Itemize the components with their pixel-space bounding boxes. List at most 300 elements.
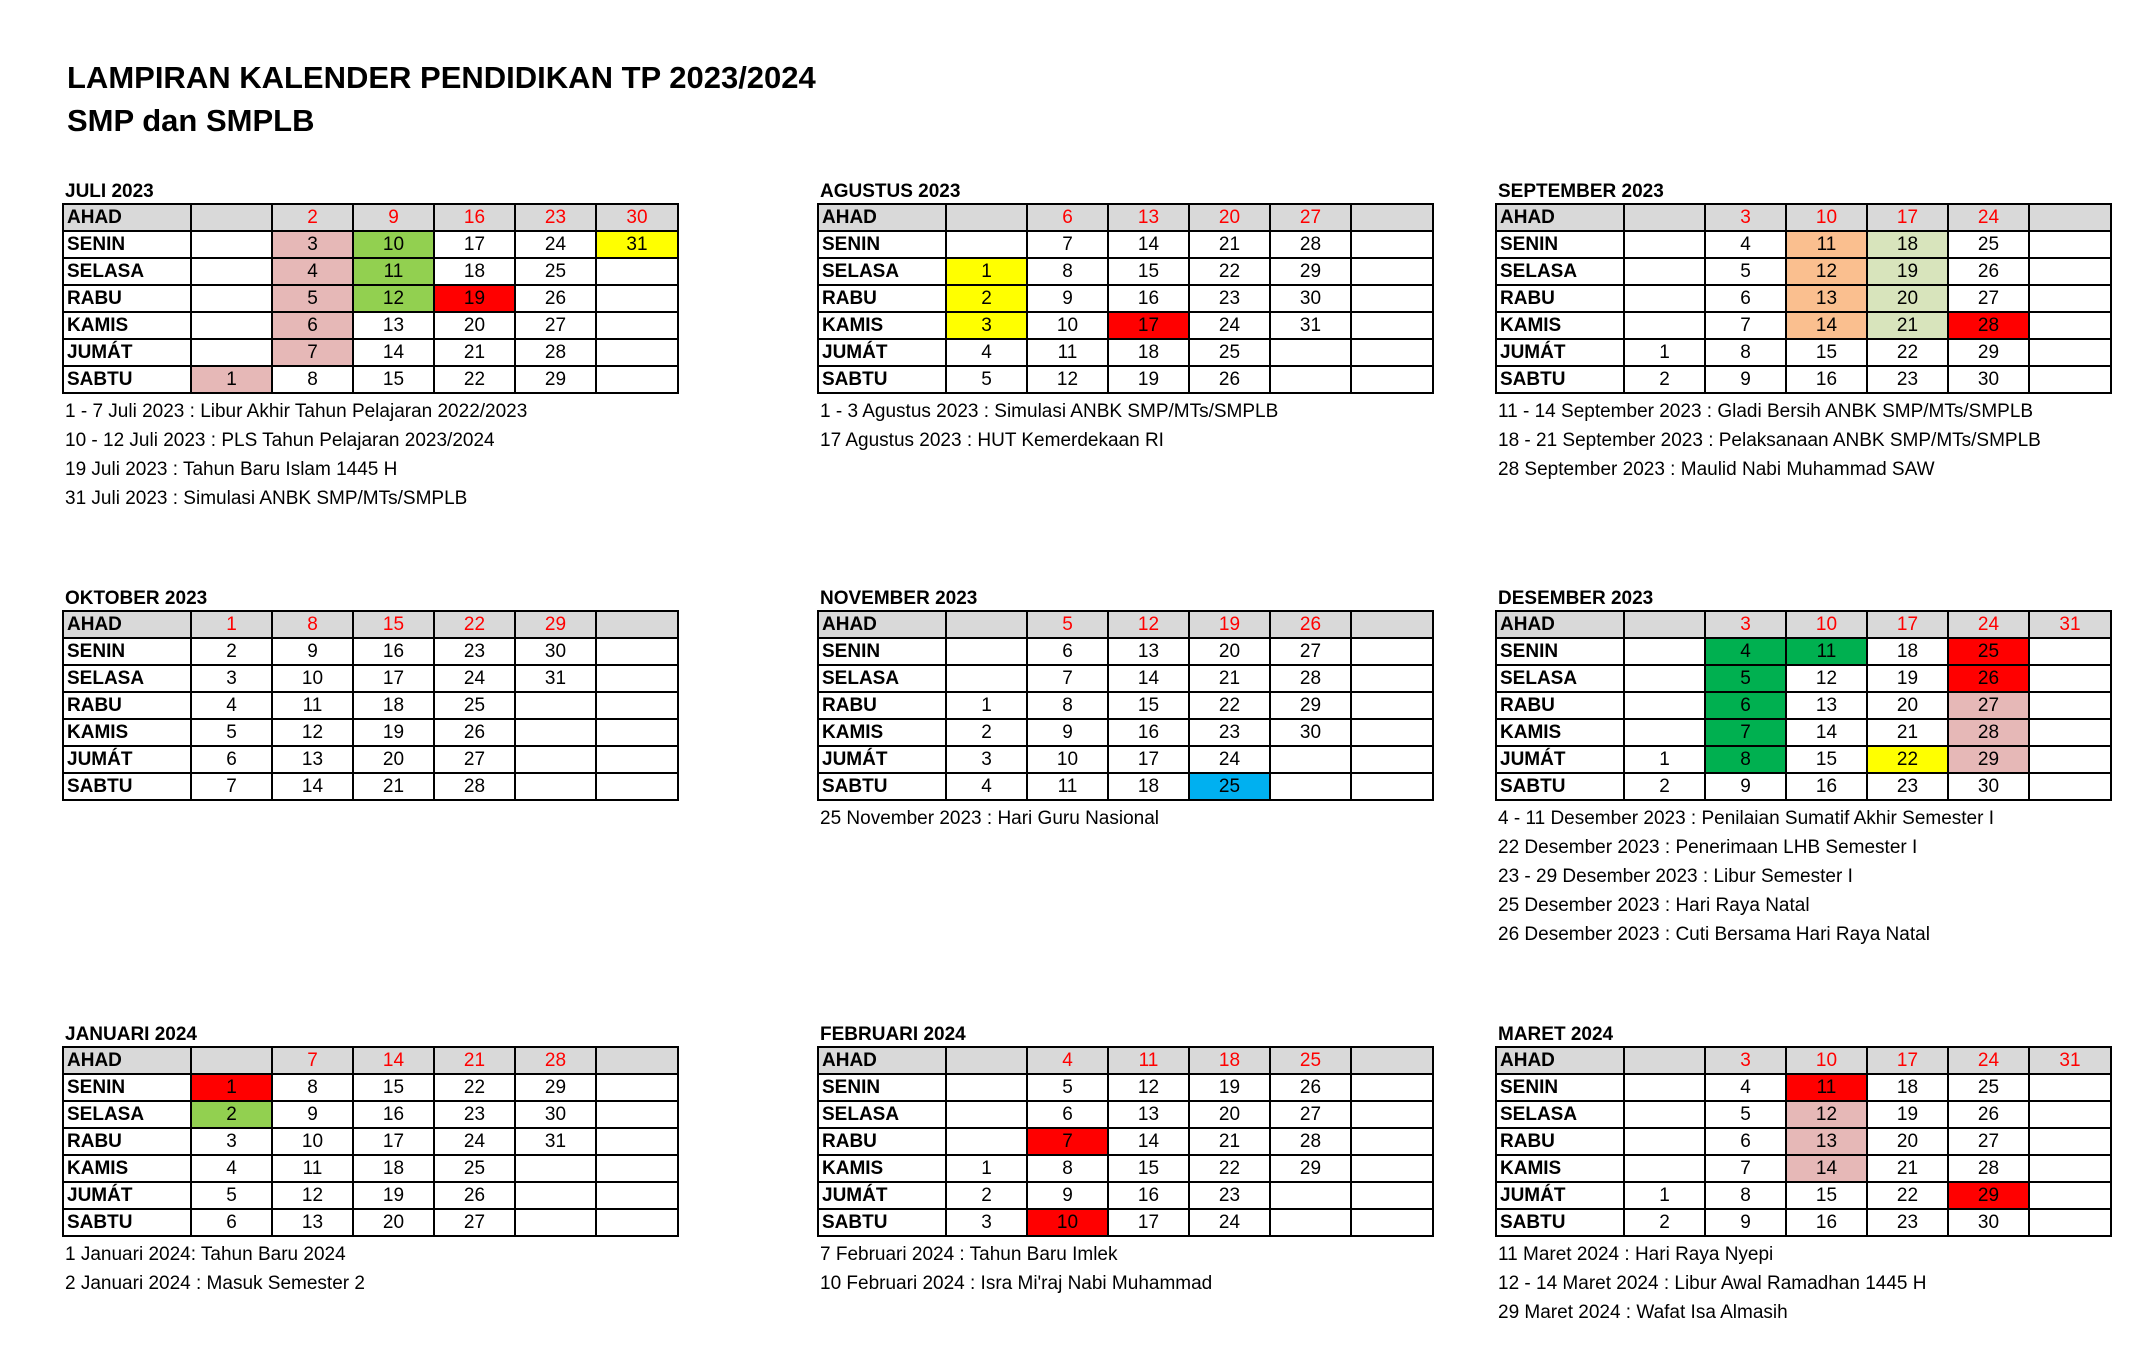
date-cell: 25 <box>1948 1074 2029 1101</box>
day-name-cell: RABU <box>1496 285 1624 312</box>
date-cell: 23 <box>434 638 515 665</box>
date-cell: 11 <box>353 258 434 285</box>
date-cell: 7 <box>272 1047 353 1074</box>
week-row-rabu <box>1496 1128 2111 1155</box>
date-cell: 23 <box>1189 719 1270 746</box>
date-cell: 1 <box>1624 339 1705 366</box>
event-note: 28 September 2023 : Maulid Nabi Muhammad SAW <box>1498 459 1935 480</box>
event-note: 17 Agustus 2023 : HUT Kemerdekaan RI <box>820 430 1164 451</box>
date-cell: 30 <box>515 638 596 665</box>
date-cell <box>1351 204 1433 231</box>
date-cell: 10 <box>1027 312 1108 339</box>
date-cell: 14 <box>1786 1155 1867 1182</box>
date-cell: 24 <box>1189 312 1270 339</box>
date-cell: 19 <box>1189 1074 1270 1101</box>
day-name-cell: KAMIS <box>63 312 191 339</box>
day-name-cell: RABU <box>63 1128 191 1155</box>
event-note: 25 Desember 2023 : Hari Raya Natal <box>1498 895 1810 916</box>
date-cell <box>191 339 272 366</box>
date-cell: 21 <box>434 1047 515 1074</box>
day-name-cell: AHAD <box>1496 1047 1624 1074</box>
date-cell: 31 <box>2029 1047 2111 1074</box>
date-cell: 7 <box>1705 719 1786 746</box>
date-cell: 17 <box>1867 611 1948 638</box>
week-row-sabtu <box>1496 366 2111 393</box>
date-cell: 14 <box>1108 231 1189 258</box>
event-note: 11 - 14 September 2023 : Gladi Bersih ANBK SMP/MTs/SMPLB <box>1498 401 2034 422</box>
date-cell <box>1351 366 1433 393</box>
date-cell: 31 <box>515 665 596 692</box>
date-cell: 17 <box>1108 1209 1189 1236</box>
date-cell: 1 <box>946 1155 1027 1182</box>
date-cell <box>1270 1209 1351 1236</box>
date-cell: 22 <box>1189 1155 1270 1182</box>
event-notes <box>817 1240 1432 1298</box>
date-cell: 6 <box>272 312 353 339</box>
week-row-kamis <box>818 1155 1433 1182</box>
event-note: 26 Desember 2023 : Cuti Bersama Hari Raya Natal <box>1498 924 1930 945</box>
date-cell <box>2029 312 2111 339</box>
week-row-sabtu <box>63 773 678 800</box>
event-note: 31 Juli 2023 : Simulasi ANBK SMP/MTs/SMPLB <box>65 488 468 509</box>
date-cell: 7 <box>1027 665 1108 692</box>
month-name: FEBRUARI 2024 <box>820 1024 966 1045</box>
date-cell: 10 <box>1786 204 1867 231</box>
month-table <box>1495 203 2112 394</box>
date-cell <box>1624 692 1705 719</box>
date-cell <box>946 1128 1027 1155</box>
week-row-ahad <box>818 204 1433 231</box>
day-name-cell: JUMÁT <box>63 339 191 366</box>
date-cell <box>2029 204 2111 231</box>
date-cell <box>1351 1182 1433 1209</box>
date-cell: 25 <box>1948 231 2029 258</box>
date-cell: 3 <box>1705 204 1786 231</box>
day-name-cell: AHAD <box>63 1047 191 1074</box>
week-row-senin <box>1496 638 2111 665</box>
date-cell: 5 <box>1705 665 1786 692</box>
week-row-jumat <box>63 1182 678 1209</box>
date-cell: 8 <box>1027 1155 1108 1182</box>
date-cell: 5 <box>191 1182 272 1209</box>
date-cell <box>596 1182 678 1209</box>
date-cell: 29 <box>1270 692 1351 719</box>
date-cell: 21 <box>1867 312 1948 339</box>
day-name-cell: SABTU <box>1496 773 1624 800</box>
date-cell <box>1351 692 1433 719</box>
date-cell: 27 <box>1948 1128 2029 1155</box>
date-cell: 12 <box>1786 665 1867 692</box>
date-cell: 29 <box>1270 1155 1351 1182</box>
date-cell: 17 <box>434 231 515 258</box>
date-cell: 11 <box>1786 638 1867 665</box>
day-name-cell: JUMÁT <box>63 746 191 773</box>
date-cell <box>596 611 678 638</box>
date-cell: 21 <box>1867 719 1948 746</box>
date-cell <box>596 773 678 800</box>
date-cell: 1 <box>1624 1182 1705 1209</box>
date-cell: 12 <box>353 285 434 312</box>
date-cell <box>1624 611 1705 638</box>
event-note: 1 - 7 Juli 2023 : Libur Akhir Tahun Pelajaran 2022/2023 <box>65 401 528 422</box>
date-cell: 8 <box>272 611 353 638</box>
event-note: 10 - 12 Juli 2023 : PLS Tahun Pelajaran 2023/2024 <box>65 430 495 451</box>
date-cell: 8 <box>272 1074 353 1101</box>
date-cell: 24 <box>434 1128 515 1155</box>
date-cell: 6 <box>1705 285 1786 312</box>
day-name-cell: AHAD <box>818 1047 946 1074</box>
date-cell: 25 <box>515 258 596 285</box>
week-row-kamis <box>1496 312 2111 339</box>
date-cell <box>2029 719 2111 746</box>
date-cell: 31 <box>596 231 678 258</box>
date-cell: 6 <box>1027 638 1108 665</box>
date-cell: 11 <box>1027 773 1108 800</box>
date-cell: 12 <box>1786 258 1867 285</box>
month-calendar <box>62 177 677 513</box>
week-row-jumat <box>1496 339 2111 366</box>
date-cell: 10 <box>353 231 434 258</box>
day-name-cell: SABTU <box>818 1209 946 1236</box>
day-name-cell: SELASA <box>818 665 946 692</box>
date-cell <box>2029 339 2111 366</box>
date-cell <box>191 204 272 231</box>
date-cell <box>2029 231 2111 258</box>
date-cell: 3 <box>272 231 353 258</box>
week-row-selasa <box>818 258 1433 285</box>
date-cell <box>1624 1074 1705 1101</box>
date-cell: 5 <box>272 285 353 312</box>
date-cell: 30 <box>596 204 678 231</box>
date-cell <box>946 611 1027 638</box>
date-cell: 2 <box>946 1182 1027 1209</box>
date-cell: 23 <box>1867 773 1948 800</box>
week-row-rabu <box>1496 692 2111 719</box>
day-name-cell: SENIN <box>63 638 191 665</box>
date-cell <box>1624 258 1705 285</box>
date-cell: 2 <box>272 204 353 231</box>
date-cell: 29 <box>515 1074 596 1101</box>
day-name-cell: SENIN <box>818 1074 946 1101</box>
date-cell: 28 <box>434 773 515 800</box>
month-name: AGUSTUS 2023 <box>820 181 961 202</box>
date-cell: 22 <box>434 366 515 393</box>
date-cell: 18 <box>353 1155 434 1182</box>
date-cell <box>1351 665 1433 692</box>
day-name-cell: KAMIS <box>63 719 191 746</box>
month-name: OKTOBER 2023 <box>65 588 208 609</box>
date-cell <box>1351 1209 1433 1236</box>
date-cell: 9 <box>272 638 353 665</box>
date-cell: 27 <box>515 312 596 339</box>
day-name-cell: SELASA <box>63 665 191 692</box>
date-cell: 24 <box>434 665 515 692</box>
date-cell: 24 <box>515 231 596 258</box>
date-cell: 3 <box>946 1209 1027 1236</box>
day-name-cell: SABTU <box>63 773 191 800</box>
date-cell: 4 <box>191 692 272 719</box>
date-cell: 28 <box>1270 231 1351 258</box>
date-cell: 16 <box>1108 1182 1189 1209</box>
date-cell: 24 <box>1948 1047 2029 1074</box>
date-cell: 15 <box>353 611 434 638</box>
week-row-senin <box>818 638 1433 665</box>
date-cell: 20 <box>353 1209 434 1236</box>
week-row-jumat <box>1496 1182 2111 1209</box>
date-cell <box>1270 1182 1351 1209</box>
date-cell: 19 <box>353 719 434 746</box>
date-cell: 27 <box>1948 692 2029 719</box>
day-name-cell: JUMÁT <box>818 746 946 773</box>
date-cell: 13 <box>272 1209 353 1236</box>
date-cell <box>596 1074 678 1101</box>
date-cell <box>191 285 272 312</box>
date-cell: 16 <box>434 204 515 231</box>
week-row-jumat <box>63 746 678 773</box>
week-row-kamis <box>818 719 1433 746</box>
date-cell: 21 <box>1189 665 1270 692</box>
date-cell: 23 <box>1867 1209 1948 1236</box>
day-name-cell: JUMÁT <box>818 1182 946 1209</box>
date-cell: 21 <box>1867 1155 1948 1182</box>
week-row-ahad <box>63 1047 678 1074</box>
date-cell: 18 <box>1867 231 1948 258</box>
date-cell: 25 <box>1948 638 2029 665</box>
week-row-selasa <box>1496 665 2111 692</box>
week-row-senin <box>1496 231 2111 258</box>
date-cell: 22 <box>1189 258 1270 285</box>
date-cell: 2 <box>946 285 1027 312</box>
event-note: 19 Juli 2023 : Tahun Baru Islam 1445 H <box>65 459 398 480</box>
date-cell <box>1351 638 1433 665</box>
date-cell: 21 <box>353 773 434 800</box>
week-row-selasa <box>63 665 678 692</box>
date-cell: 23 <box>1189 1182 1270 1209</box>
date-cell: 30 <box>1270 285 1351 312</box>
date-cell: 9 <box>1027 285 1108 312</box>
day-name-cell: SABTU <box>1496 366 1624 393</box>
date-cell: 3 <box>1705 611 1786 638</box>
date-cell: 6 <box>191 746 272 773</box>
date-cell: 15 <box>1108 1155 1189 1182</box>
day-name-cell: SENIN <box>818 638 946 665</box>
date-cell <box>1270 773 1351 800</box>
month-table <box>62 1046 679 1237</box>
date-cell: 7 <box>191 773 272 800</box>
date-cell: 18 <box>1867 1074 1948 1101</box>
date-cell: 4 <box>1705 638 1786 665</box>
date-cell <box>1270 339 1351 366</box>
day-name-cell: AHAD <box>63 611 191 638</box>
date-cell: 16 <box>1786 366 1867 393</box>
week-row-ahad <box>818 611 1433 638</box>
day-name-cell: AHAD <box>1496 611 1624 638</box>
date-cell: 20 <box>1189 1101 1270 1128</box>
date-cell: 29 <box>1948 339 2029 366</box>
date-cell: 23 <box>434 1101 515 1128</box>
date-cell <box>2029 1155 2111 1182</box>
day-name-cell: KAMIS <box>63 1155 191 1182</box>
date-cell: 6 <box>1705 692 1786 719</box>
month-table <box>1495 1046 2112 1237</box>
month-name: MARET 2024 <box>1498 1024 1614 1045</box>
date-cell: 7 <box>1705 312 1786 339</box>
day-name-cell: RABU <box>63 285 191 312</box>
week-row-senin <box>63 638 678 665</box>
date-cell: 30 <box>515 1101 596 1128</box>
date-cell: 29 <box>1948 746 2029 773</box>
date-cell: 2 <box>1624 1209 1705 1236</box>
date-cell <box>191 231 272 258</box>
date-cell: 4 <box>946 339 1027 366</box>
date-cell: 21 <box>434 339 515 366</box>
date-cell <box>1624 231 1705 258</box>
date-cell: 28 <box>515 1047 596 1074</box>
date-cell: 4 <box>1027 1047 1108 1074</box>
day-name-cell: AHAD <box>1496 204 1624 231</box>
date-cell: 30 <box>1270 719 1351 746</box>
date-cell: 21 <box>1189 1128 1270 1155</box>
week-row-kamis <box>63 719 678 746</box>
date-cell: 10 <box>272 665 353 692</box>
date-cell: 13 <box>1786 1128 1867 1155</box>
date-cell <box>946 1074 1027 1101</box>
date-cell <box>946 1047 1027 1074</box>
date-cell: 24 <box>1189 1209 1270 1236</box>
month-name: SEPTEMBER 2023 <box>1498 181 1664 202</box>
day-name-cell: AHAD <box>63 204 191 231</box>
date-cell <box>2029 638 2111 665</box>
day-name-cell: SABTU <box>63 1209 191 1236</box>
month-calendar <box>62 1020 677 1298</box>
date-cell: 2 <box>191 1101 272 1128</box>
date-cell: 22 <box>1867 746 1948 773</box>
date-cell: 23 <box>1867 366 1948 393</box>
month-table <box>817 203 1434 394</box>
date-cell: 15 <box>1108 692 1189 719</box>
day-name-cell: AHAD <box>818 204 946 231</box>
date-cell: 10 <box>1027 1209 1108 1236</box>
date-cell: 25 <box>434 1155 515 1182</box>
week-row-jumat <box>818 1182 1433 1209</box>
month-table <box>62 203 679 394</box>
day-name-cell: RABU <box>818 1128 946 1155</box>
date-cell: 20 <box>1867 1128 1948 1155</box>
date-cell: 24 <box>1189 746 1270 773</box>
date-cell: 30 <box>1948 773 2029 800</box>
event-note: 29 Maret 2024 : Wafat Isa Almasih <box>1498 1302 1788 1323</box>
event-note: 25 November 2023 : Hari Guru Nasional <box>820 808 1160 829</box>
date-cell: 18 <box>434 258 515 285</box>
date-cell <box>1624 312 1705 339</box>
month-table <box>62 610 679 801</box>
day-name-cell: SENIN <box>63 1074 191 1101</box>
date-cell: 17 <box>1108 746 1189 773</box>
date-cell: 5 <box>1027 1074 1108 1101</box>
date-cell: 8 <box>1705 746 1786 773</box>
date-cell: 21 <box>1189 231 1270 258</box>
day-name-cell: SABTU <box>63 366 191 393</box>
date-cell: 11 <box>1786 1074 1867 1101</box>
date-cell: 13 <box>1108 204 1189 231</box>
week-row-selasa <box>818 665 1433 692</box>
week-row-rabu <box>63 692 678 719</box>
date-cell <box>1351 746 1433 773</box>
day-name-cell: SENIN <box>1496 638 1624 665</box>
day-name-cell: SELASA <box>1496 665 1624 692</box>
date-cell: 1 <box>191 611 272 638</box>
date-cell <box>596 258 678 285</box>
month-calendar <box>817 1020 1432 1298</box>
day-name-cell: JUMÁT <box>1496 746 1624 773</box>
date-cell: 16 <box>353 1101 434 1128</box>
date-cell <box>1351 1074 1433 1101</box>
date-cell: 15 <box>353 1074 434 1101</box>
date-cell <box>1351 719 1433 746</box>
date-cell: 3 <box>1705 1047 1786 1074</box>
event-note: 10 Februari 2024 : Isra Mi'raj Nabi Muhammad <box>820 1273 1213 1294</box>
event-note: 23 - 29 Desember 2023 : Libur Semester I <box>1498 866 1853 887</box>
date-cell <box>1270 746 1351 773</box>
week-row-rabu <box>818 1128 1433 1155</box>
date-cell <box>191 1047 272 1074</box>
event-notes <box>62 397 677 513</box>
week-row-kamis <box>1496 1155 2111 1182</box>
date-cell: 15 <box>1786 1182 1867 1209</box>
date-cell: 15 <box>1786 339 1867 366</box>
week-row-kamis <box>1496 719 2111 746</box>
day-name-cell: SENIN <box>1496 1074 1624 1101</box>
date-cell: 25 <box>1270 1047 1351 1074</box>
date-cell: 5 <box>1705 258 1786 285</box>
date-cell: 4 <box>1705 231 1786 258</box>
date-cell: 29 <box>515 611 596 638</box>
date-cell: 14 <box>272 773 353 800</box>
date-cell: 1 <box>1624 746 1705 773</box>
date-cell: 10 <box>1786 611 1867 638</box>
week-row-senin <box>1496 1074 2111 1101</box>
date-cell <box>596 665 678 692</box>
date-cell: 8 <box>1027 258 1108 285</box>
week-row-ahad <box>63 611 678 638</box>
day-name-cell: KAMIS <box>818 312 946 339</box>
day-name-cell: SABTU <box>818 773 946 800</box>
date-cell: 7 <box>272 339 353 366</box>
date-cell: 16 <box>1786 773 1867 800</box>
day-name-cell: KAMIS <box>1496 719 1624 746</box>
day-name-cell: RABU <box>1496 692 1624 719</box>
week-row-rabu <box>63 285 678 312</box>
page-title: LAMPIRAN KALENDER PENDIDIKAN TP 2023/2024 <box>67 60 816 95</box>
date-cell: 4 <box>1705 1074 1786 1101</box>
month-calendar <box>1495 1020 2110 1327</box>
date-cell <box>596 285 678 312</box>
date-cell: 8 <box>272 366 353 393</box>
date-cell: 18 <box>1108 773 1189 800</box>
date-cell: 27 <box>1270 1101 1351 1128</box>
date-cell: 27 <box>434 1209 515 1236</box>
date-cell: 9 <box>1705 773 1786 800</box>
date-cell: 20 <box>353 746 434 773</box>
date-cell <box>515 1155 596 1182</box>
date-cell: 19 <box>1867 665 1948 692</box>
date-cell: 28 <box>1948 1155 2029 1182</box>
date-cell <box>2029 773 2111 800</box>
date-cell: 13 <box>353 312 434 339</box>
date-cell <box>596 366 678 393</box>
date-cell: 1 <box>191 1074 272 1101</box>
date-cell: 5 <box>191 719 272 746</box>
